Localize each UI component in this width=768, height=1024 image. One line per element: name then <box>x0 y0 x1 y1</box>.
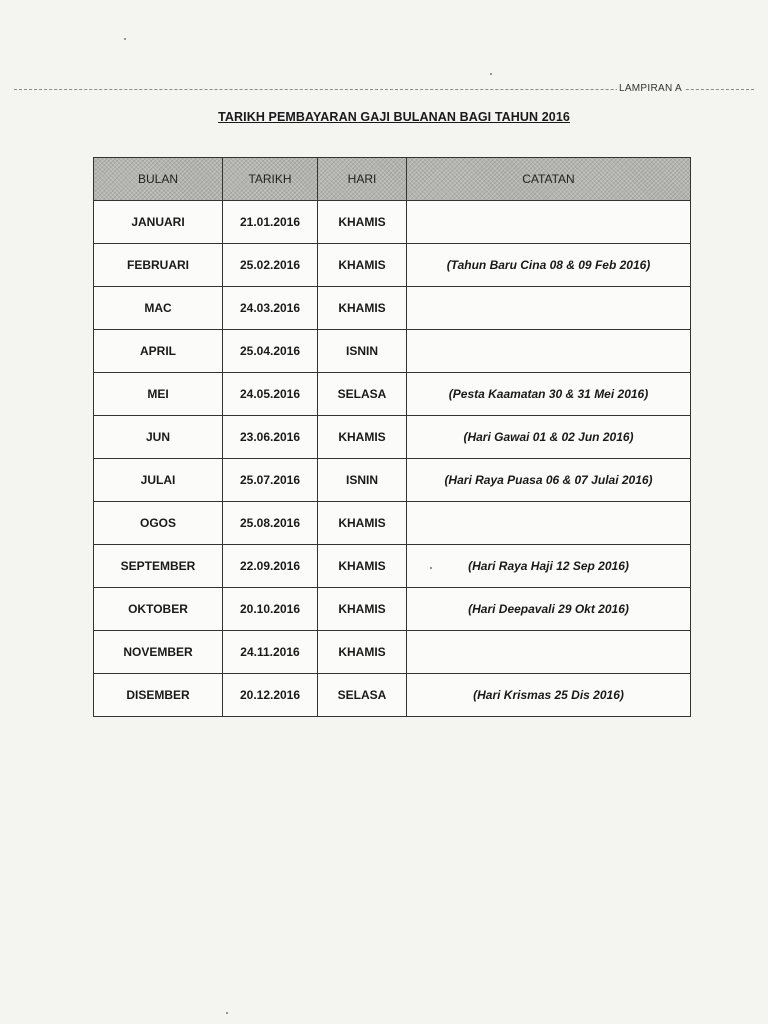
cell-catatan <box>407 330 691 373</box>
cell-tarikh: 23.06.2016 <box>223 416 318 459</box>
document-title: TARIKH PEMBAYARAN GAJI BULANAN BAGI TAHUN 2016 <box>218 110 570 124</box>
scan-speck <box>124 38 126 40</box>
cell-tarikh: 21.01.2016 <box>223 201 318 244</box>
cell-catatan <box>407 502 691 545</box>
salary-schedule-table <box>93 157 691 717</box>
cell-bulan: SEPTEMBER <box>94 545 223 588</box>
cell-tarikh: 20.12.2016 <box>223 674 318 717</box>
column-header-bulan: BULAN <box>94 158 223 201</box>
cell-hari: SELASA <box>318 373 407 416</box>
table-row <box>94 674 691 717</box>
cell-hari: KHAMIS <box>318 201 407 244</box>
column-header-tarikh: TARIKH <box>223 158 318 201</box>
cell-hari: ISNIN <box>318 459 407 502</box>
cell-hari: KHAMIS <box>318 502 407 545</box>
cell-bulan: JUN <box>94 416 223 459</box>
cell-catatan: (Tahun Baru Cina 08 & 09 Feb 2016) <box>407 244 691 287</box>
cell-catatan: (Hari Krismas 25 Dis 2016) <box>407 674 691 717</box>
cell-hari: ISNIN <box>318 330 407 373</box>
scan-speck <box>430 567 432 569</box>
table-row <box>94 373 691 416</box>
cell-tarikh: 22.09.2016 <box>223 545 318 588</box>
cell-catatan: (Pesta Kaamatan 30 & 31 Mei 2016) <box>407 373 691 416</box>
cell-tarikh: 25.02.2016 <box>223 244 318 287</box>
scan-speck <box>226 1012 228 1014</box>
cell-catatan <box>407 631 691 674</box>
cell-tarikh: 20.10.2016 <box>223 588 318 631</box>
cell-tarikh: 25.08.2016 <box>223 502 318 545</box>
table-row <box>94 545 691 588</box>
cell-bulan: MEI <box>94 373 223 416</box>
table-row <box>94 416 691 459</box>
cell-catatan: (Hari Raya Puasa 06 & 07 Julai 2016) <box>407 459 691 502</box>
scan-speck <box>490 73 492 75</box>
table-header-row <box>94 158 691 201</box>
column-header-catatan: CATATAN <box>407 158 691 201</box>
cell-bulan: OGOS <box>94 502 223 545</box>
cell-tarikh: 24.05.2016 <box>223 373 318 416</box>
cell-tarikh: 25.04.2016 <box>223 330 318 373</box>
cell-hari: KHAMIS <box>318 588 407 631</box>
cell-hari: KHAMIS <box>318 287 407 330</box>
cell-bulan: APRIL <box>94 330 223 373</box>
table-row <box>94 588 691 631</box>
appendix-label: LAMPIRAN A <box>618 83 682 94</box>
cell-bulan: NOVEMBER <box>94 631 223 674</box>
table-row <box>94 631 691 674</box>
cell-hari: SELASA <box>318 674 407 717</box>
cell-bulan: OKTOBER <box>94 588 223 631</box>
cell-catatan <box>407 201 691 244</box>
cell-bulan: JANUARI <box>94 201 223 244</box>
cell-hari: KHAMIS <box>318 244 407 287</box>
table-row <box>94 502 691 545</box>
table-row <box>94 330 691 373</box>
cell-hari: KHAMIS <box>318 545 407 588</box>
cell-catatan <box>407 287 691 330</box>
table-row <box>94 287 691 330</box>
column-header-hari: HARI <box>318 158 407 201</box>
table-row <box>94 459 691 502</box>
table-row <box>94 201 691 244</box>
cell-hari: KHAMIS <box>318 631 407 674</box>
cell-bulan: FEBRUARI <box>94 244 223 287</box>
cell-tarikh: 24.11.2016 <box>223 631 318 674</box>
cell-catatan: (Hari Raya Haji 12 Sep 2016) <box>407 545 691 588</box>
cell-tarikh: 24.03.2016 <box>223 287 318 330</box>
table-row <box>94 244 691 287</box>
cell-bulan: JULAI <box>94 459 223 502</box>
cell-bulan: DISEMBER <box>94 674 223 717</box>
cell-hari: KHAMIS <box>318 416 407 459</box>
cell-tarikh: 25.07.2016 <box>223 459 318 502</box>
cell-catatan: (Hari Gawai 01 & 02 Jun 2016) <box>407 416 691 459</box>
cell-bulan: MAC <box>94 287 223 330</box>
cell-catatan: (Hari Deepavali 29 Okt 2016) <box>407 588 691 631</box>
